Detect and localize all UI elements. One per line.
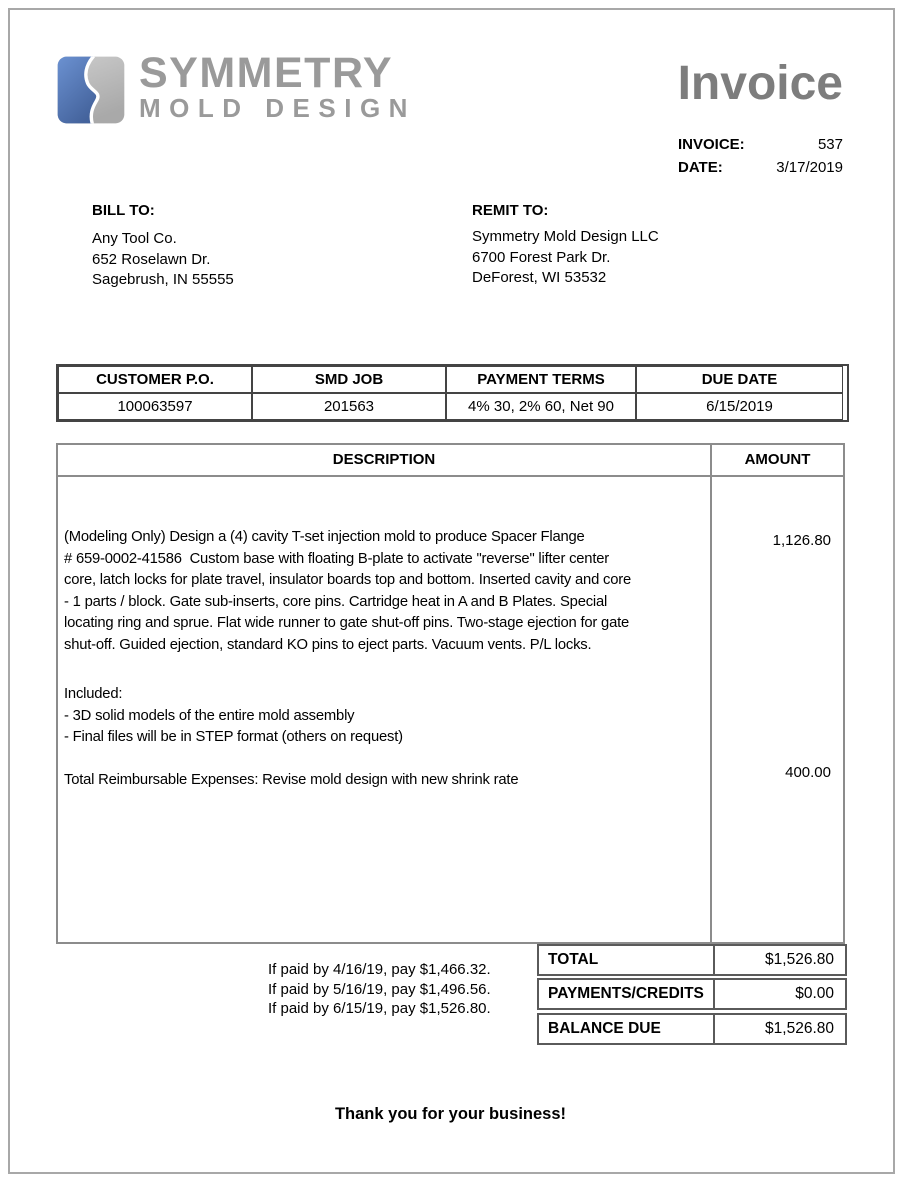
company-name-line2: MOLD DESIGN (139, 93, 416, 123)
early-payment-note (268, 960, 491, 1019)
po-value-smd-job: 201563 (252, 393, 446, 420)
description-cell (58, 477, 712, 944)
remit-to-line: DeForest, WI 53532 (472, 269, 607, 286)
description-line: shut-off. Guided ejection, standard KO pins to eject parts. Vacuum vents. P/L locks. (64, 636, 592, 653)
payments-credits-row (537, 978, 847, 1010)
balance-due-value: $1,526.80 (765, 1020, 834, 1037)
po-header-smd-job: SMD JOB (252, 366, 446, 393)
payments-credits-label: PAYMENTS/CREDITS (539, 980, 715, 1008)
included-line: Included: (64, 686, 123, 702)
description-line: - 1 parts / block. Gate sub-inserts, core pins. Cartridge heat in A and B Plates. Special (64, 593, 608, 610)
included-line: - Final files will be in STEP format (others on request) (64, 729, 403, 745)
po-header-due-date: DUE DATE (636, 366, 843, 393)
total-row (537, 944, 847, 976)
remit-to-label: REMIT TO: (472, 202, 549, 219)
bill-to-line: Sagebrush, IN 55555 (92, 271, 234, 288)
bill-to-label: BILL TO: (92, 202, 155, 219)
po-value-due-date: 6/15/2019 (636, 393, 843, 420)
description-line: # 659-0002-41586 Custom base with floating B-plate to activate "reverse" lifter center (64, 550, 610, 567)
reimbursable-expenses-line: Total Reimbursable Expenses: Revise mold design with new shrink rate (64, 772, 519, 788)
balance-due-label: BALANCE DUE (539, 1015, 715, 1043)
po-header-payment-terms: PAYMENT TERMS (446, 366, 636, 393)
invoice-date-row (678, 156, 843, 179)
description-column-header: DESCRIPTION (58, 445, 712, 475)
total-value: $1,526.80 (765, 951, 834, 968)
early-payment-line: If paid by 6/15/19, pay $1,526.80. (268, 1000, 491, 1017)
balance-due-row (537, 1013, 847, 1045)
early-payment-line: If paid by 4/16/19, pay $1,466.32. (268, 961, 491, 978)
items-table-body (58, 477, 843, 944)
description-paragraph (64, 527, 704, 656)
amount-column-header: AMOUNT (744, 451, 811, 468)
description-line: locating ring and sprue. Flat wide runner to gate shut-off pins. Two-stage ejection for gate (64, 615, 630, 631)
included-line: - 3D solid models of the entire mold assembly (64, 707, 355, 724)
included-paragraph (64, 684, 704, 749)
description-line: core, latch locks for plate travel, insulator boards top and bottom. Inserted cavity and core (64, 572, 632, 588)
invoice-title: Invoice (677, 57, 843, 110)
thank-you-note: Thank you for your business! (334, 1105, 567, 1123)
bill-to-address (92, 229, 234, 291)
invoice-number-row (678, 133, 843, 156)
early-payment-line: If paid by 5/16/19, pay $1,496.56. (268, 980, 491, 998)
line-item-amount: 400.00 (785, 764, 831, 781)
invoice-date-value: 3/17/2019 (776, 159, 843, 176)
payments-credits-value: $0.00 (795, 985, 834, 1002)
total-label: TOTAL (539, 946, 715, 974)
remit-to-address (472, 227, 659, 289)
amount-cell (712, 477, 843, 944)
invoice-date-label: DATE: (678, 159, 723, 176)
items-table-header (58, 445, 843, 477)
company-name-line1: SYMMETRY (139, 49, 394, 97)
invoice-meta (678, 133, 843, 179)
description-line: (Modeling Only) Design a (4) cavity T-set injection mold to produce Spacer Flange (64, 529, 585, 545)
remit-to-line: Symmetry Mold Design LLC (472, 228, 659, 245)
line-item-amount: 1,126.80 (772, 532, 831, 549)
company-logo (57, 49, 416, 125)
po-header-customer-po: CUSTOMER P.O. (58, 366, 252, 393)
remit-to-line: 6700 Forest Park Dr. (472, 248, 611, 266)
po-value-payment-terms: 4% 30, 2% 60, Net 90 (446, 393, 636, 420)
bill-to-line: 652 Roselawn Dr. (92, 250, 211, 268)
invoice-items-table (56, 443, 845, 944)
symmetry-logo-icon (57, 55, 125, 125)
bill-to-line: Any Tool Co. (92, 230, 177, 247)
company-name (139, 49, 416, 123)
invoice-number-value: 537 (817, 136, 843, 153)
po-summary-table (56, 364, 849, 422)
invoice-number-label: INVOICE: (678, 136, 745, 153)
po-value-customer-po: 100063597 (58, 393, 252, 420)
